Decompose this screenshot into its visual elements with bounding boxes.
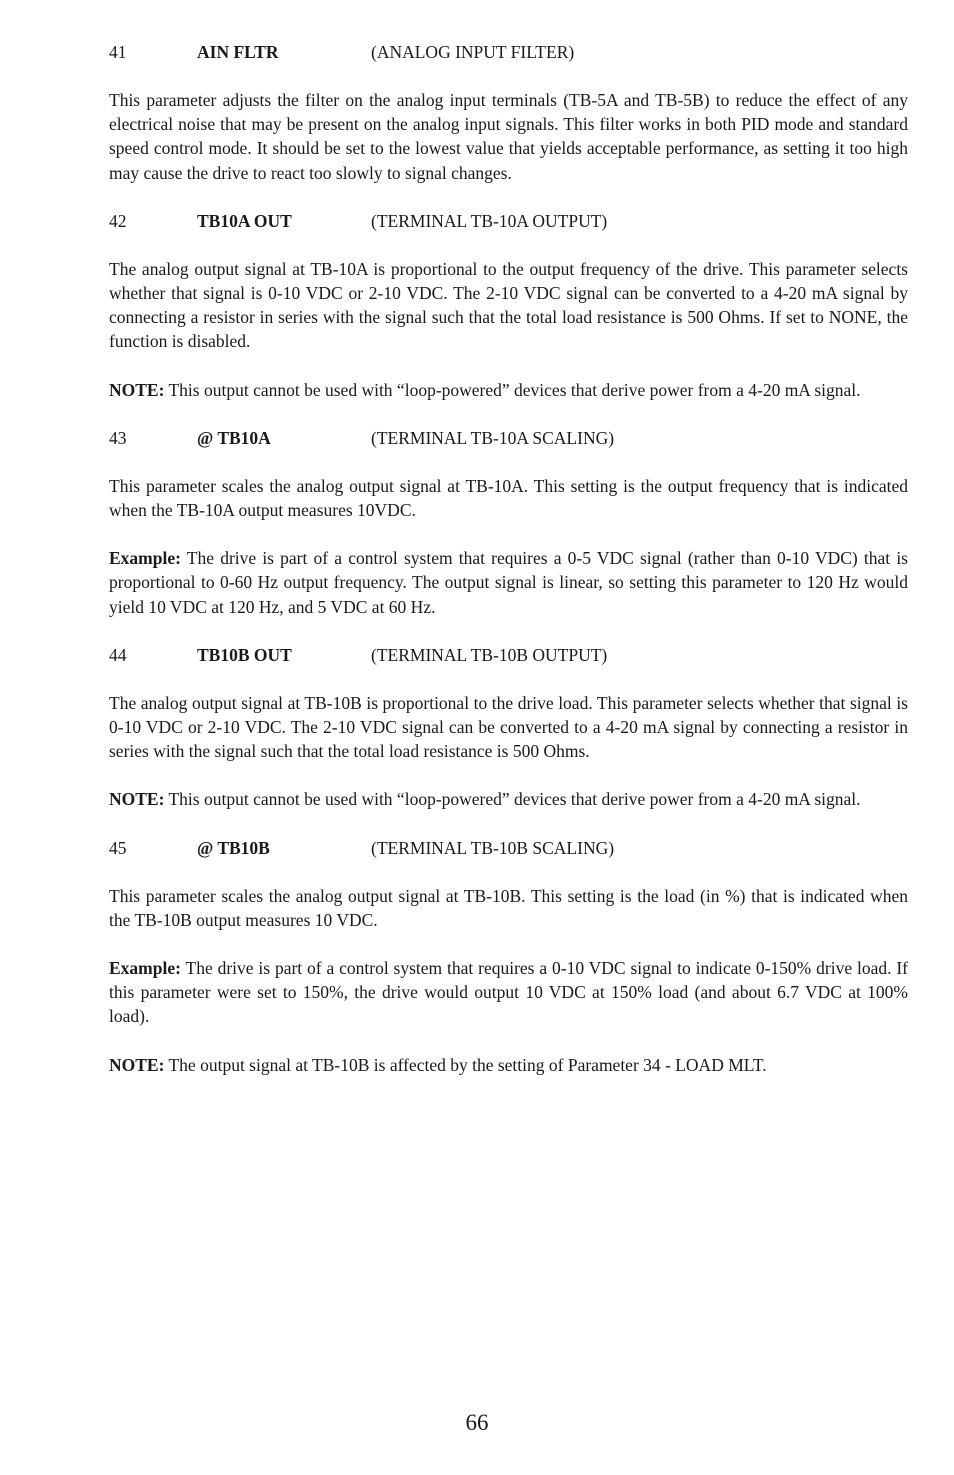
example-label: Example: [109,548,181,569]
note-text: The output signal at TB-10B is affected by the setting of Parameter 34 - LOAD MLT. [164,1054,767,1075]
param-title: (ANALOG INPUT FILTER) [371,42,575,62]
param-code: TB10A OUT [197,210,292,231]
note-45 [109,1053,908,1077]
param-description-45: This parameter scales the analog output signal at TB-10B. This setting is the load (in %) that is indicated when the TB-10B output measures 10 VDC. [109,885,908,930]
param-header-42 [109,209,908,233]
param-number: 41 [109,42,127,62]
example-45 [109,956,908,1029]
param-header-44 [109,643,908,667]
param-code: @ TB10B [197,837,270,858]
param-title: (TERMINAL TB-10A OUTPUT) [371,210,608,231]
example-text: The drive is part of a control system that requires a 0-5 VDC signal (rather than 0-10 VDC) that is proportional to 0-60 Hz output frequency. The output signal is linear, so setting this parameter to 120 Hz would yield 10 VDC at 120 Hz, and 5 VDC at 60 Hz. [109,548,908,617]
note-label: NOTE: [109,1054,165,1075]
param-number: 45 [109,837,127,858]
note-42 [109,378,908,402]
manual-page-content [109,40,908,1077]
example-label: Example: [109,958,181,979]
param-description-43: This parameter scales the analog output signal at TB-10A. This setting is the output frequency that is indicated when the TB-10A output measures 10VDC. [109,475,908,521]
param-code: AIN FLTR [197,42,279,62]
param-number: 42 [109,210,127,231]
page-number: 66 [465,1410,489,1435]
param-number: 44 [109,644,127,665]
note-label: NOTE: [109,789,165,810]
param-code: @ TB10A [197,427,271,448]
param-title: (TERMINAL TB-10B OUTPUT) [371,644,608,665]
note-text: This output cannot be used with “loop-powered” devices that derive power from a 4-20 mA signal. [164,379,861,400]
param-header-45 [109,836,908,860]
note-44 [109,787,908,811]
note-label: NOTE: [109,379,165,400]
param-description-41: This parameter adjusts the filter on the analog input terminals (TB-5A and TB-5B) to reduce the effect of any electrical noise that may be present on the analog input signals. This filter works in both PID mode and standard speed control mode. It should be set to the lowest value that yields acceptable performance, as setting it too high may cause the drive to react too slowly to signal changes. [109,90,908,183]
note-text: This output cannot be used with “loop-powered” devices that derive power from a 4-20 mA signal. [164,789,861,810]
param-number: 43 [109,427,127,448]
param-description-44: The analog output signal at TB-10B is proportional to the drive load. This parameter selects whether that signal is 0-10 VDC or 2-10 VDC. The 2-10 VDC signal can be converted to a 4-20 mA signal by connecting a resistor in series with the signal such that the total load resistance is 500 Ohms. [109,692,908,762]
param-description-42: The analog output signal at TB-10A is proportional to the output frequency of the drive. This parameter selects whether that signal is 0-10 VDC or 2-10 VDC. The 2-10 VDC signal can be converted to a 4-20 mA signal by connecting a resistor in series with the signal such that the total load resistance is 500 Ohms. If set to NONE, the function is disabled. [109,258,908,352]
example-43 [109,546,908,619]
param-header-43 [109,426,908,450]
example-text: The drive is part of a control system that requires a 0-10 VDC signal to indicate 0-150% drive load. If this parameter were set to 150%, the drive would output 10 VDC at 150% load (and about 6.7 VDC at 100% load). [109,958,908,1027]
param-title: (TERMINAL TB-10A SCALING) [371,427,615,448]
param-title: (TERMINAL TB-10B SCALING) [371,837,615,858]
param-code: TB10B OUT [197,644,292,665]
param-header-41 [109,40,908,64]
